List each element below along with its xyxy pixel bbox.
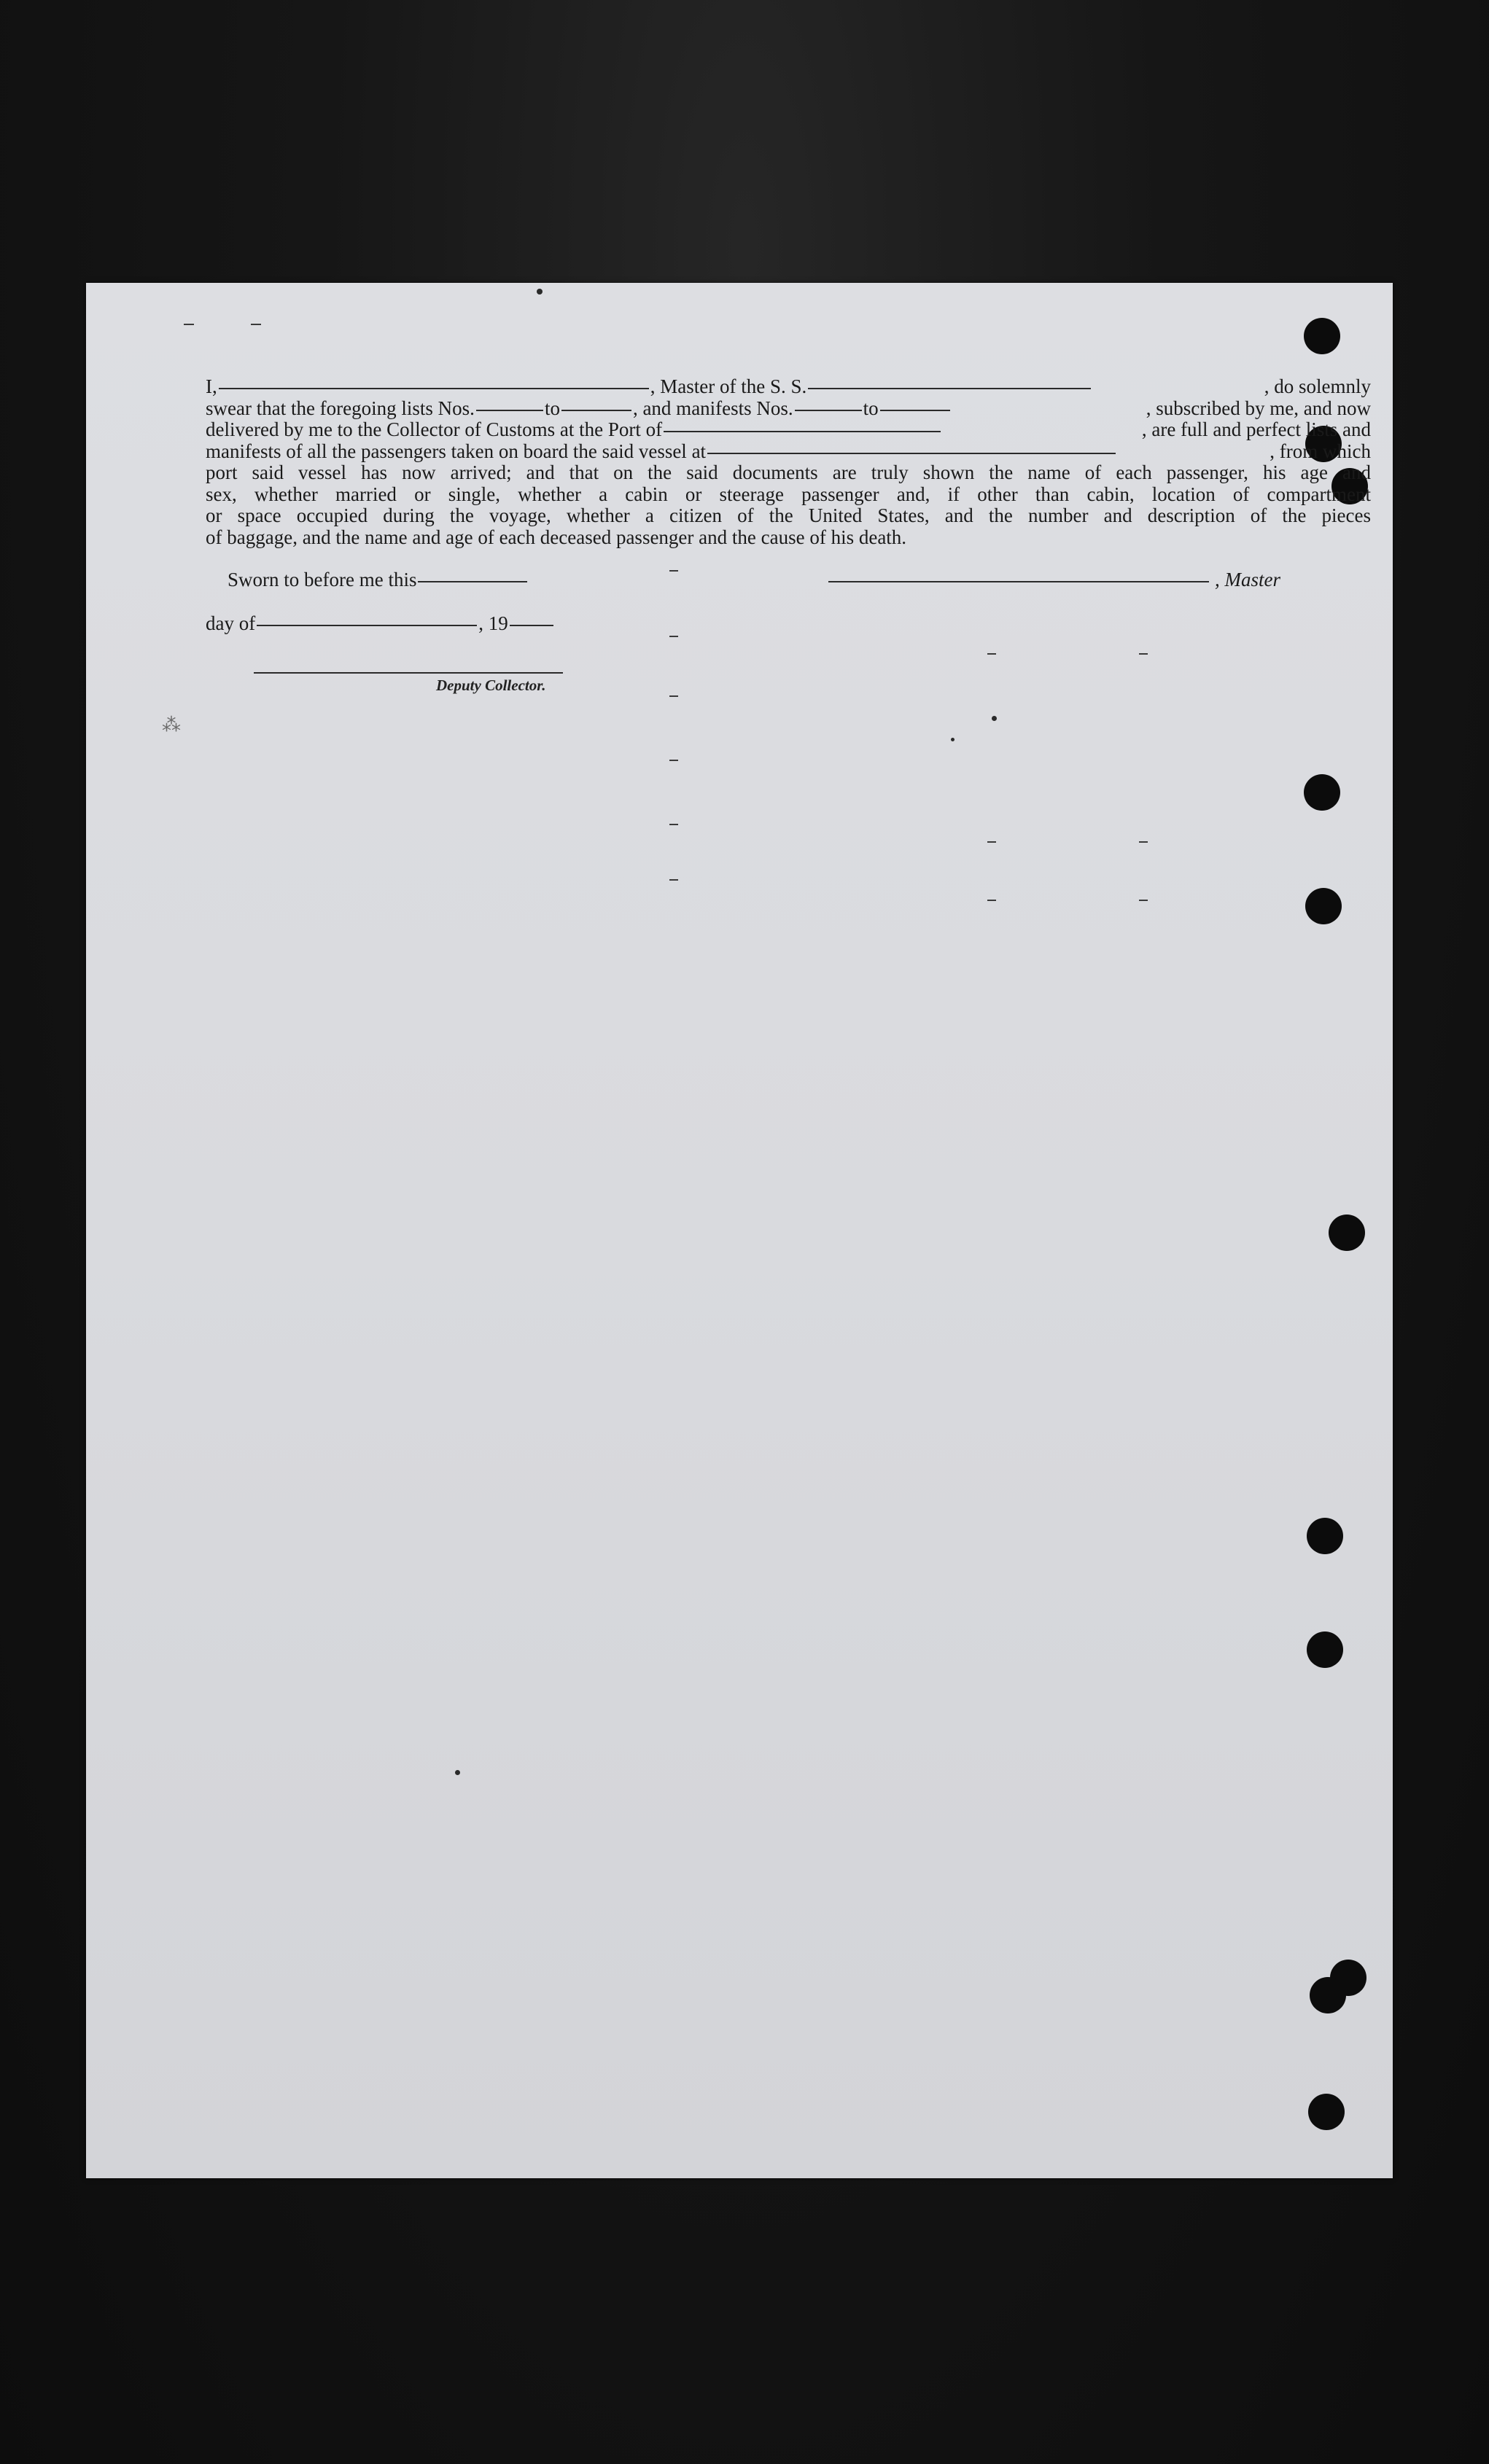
oath-line-8 bbox=[206, 527, 1371, 549]
year-prefix: , 19 bbox=[478, 612, 508, 634]
speck bbox=[951, 738, 955, 741]
binder-hole bbox=[1304, 774, 1340, 811]
manifests-from-blank bbox=[795, 410, 862, 411]
port-blank bbox=[664, 431, 941, 432]
stray-mark bbox=[669, 636, 678, 637]
stray-mark bbox=[669, 824, 678, 825]
day-of-line bbox=[206, 612, 555, 635]
oath-line-7 bbox=[206, 505, 1371, 527]
stray-mark bbox=[1139, 653, 1148, 655]
binder-hole bbox=[1305, 888, 1342, 924]
manifests-to-blank bbox=[880, 410, 950, 411]
stray-mark bbox=[251, 324, 261, 325]
oath-from-which: , from which bbox=[1270, 440, 1371, 462]
stray-mark bbox=[669, 879, 678, 881]
lists-from-blank bbox=[476, 410, 543, 411]
oath-line-3 bbox=[206, 419, 1371, 441]
stray-mark bbox=[987, 653, 996, 655]
stray-mark bbox=[1139, 841, 1148, 843]
oath-master-of-ss: , Master of the S. S. bbox=[650, 375, 807, 397]
lists-to-blank bbox=[561, 410, 631, 411]
oath-paragraph bbox=[206, 376, 1371, 548]
oath-line-5-text: port said vessel has now arrived; and that on the said documents are truly shown the name of each passenger, his age and bbox=[206, 461, 1371, 483]
deputy-signature-line bbox=[254, 672, 563, 674]
sworn-label: Sworn to before me this bbox=[228, 569, 417, 590]
binder-hole bbox=[1310, 1977, 1346, 2013]
year-blank bbox=[510, 625, 553, 626]
binder-hole bbox=[1307, 1518, 1343, 1554]
stray-mark bbox=[669, 695, 678, 697]
oath-line-5 bbox=[206, 462, 1371, 484]
oath-pronoun: I, bbox=[206, 375, 217, 397]
oath-delivered: delivered by me to the Collector of Customs at the Port of bbox=[206, 418, 663, 440]
speck bbox=[992, 716, 997, 721]
oath-subscribed: , subscribed by me, and now bbox=[1146, 397, 1371, 419]
oath-swear-foregoing: swear that the foregoing lists Nos. bbox=[206, 397, 475, 419]
master-signature-line bbox=[827, 569, 1280, 591]
day-of-label: day of bbox=[206, 612, 256, 634]
stray-mark bbox=[669, 570, 678, 572]
deputy-collector-label: Deputy Collector. bbox=[436, 677, 546, 694]
oath-line-2 bbox=[206, 398, 1371, 420]
speck bbox=[455, 1770, 460, 1775]
binder-hole bbox=[1307, 1631, 1343, 1668]
stray-mark bbox=[987, 900, 996, 901]
oath-and-manifests: , and manifests Nos. bbox=[632, 397, 793, 419]
document-page bbox=[86, 283, 1393, 2178]
oath-line-6 bbox=[206, 484, 1371, 506]
oath-manifests-of-all: manifests of all the passengers taken on board the said vessel at bbox=[206, 440, 707, 462]
stray-mark bbox=[1139, 900, 1148, 901]
ship-name-blank bbox=[808, 388, 1091, 389]
oath-line-6-text: sex, whether married or single, whether a cabin or steerage passenger and, if other than cabin, location of compartment bbox=[206, 483, 1371, 505]
oath-line-4 bbox=[206, 441, 1371, 463]
vessel-port-blank bbox=[707, 453, 1116, 454]
stray-mark bbox=[987, 841, 996, 843]
oath-to-1: to bbox=[544, 397, 560, 419]
oath-to-2: to bbox=[863, 397, 879, 419]
month-blank bbox=[257, 625, 477, 626]
handwritten-mark: ⁂ bbox=[162, 714, 181, 736]
speck bbox=[537, 289, 543, 295]
master-name-blank bbox=[219, 388, 649, 389]
sworn-day-blank bbox=[418, 581, 527, 582]
oath-line-7-text: or space occupied during the voyage, whether a citizen of the United States, and the number and description of the pieces bbox=[206, 504, 1371, 526]
sworn-line bbox=[206, 569, 529, 591]
oath-line-8-text: of baggage, and the name and age of each deceased passenger and the cause of his death. bbox=[206, 526, 907, 548]
master-signature-blank bbox=[828, 581, 1209, 582]
binder-hole bbox=[1308, 2094, 1345, 2130]
binder-hole bbox=[1329, 1215, 1365, 1251]
oath-line-1 bbox=[206, 376, 1371, 398]
oath-are-full: , are full and perfect lists and bbox=[1141, 418, 1371, 440]
binder-hole bbox=[1304, 318, 1340, 354]
master-suffix: , Master bbox=[1215, 569, 1280, 590]
stray-mark bbox=[184, 324, 194, 325]
oath-do-solemnly: , do solemnly bbox=[1264, 375, 1371, 397]
stray-mark bbox=[669, 760, 678, 761]
